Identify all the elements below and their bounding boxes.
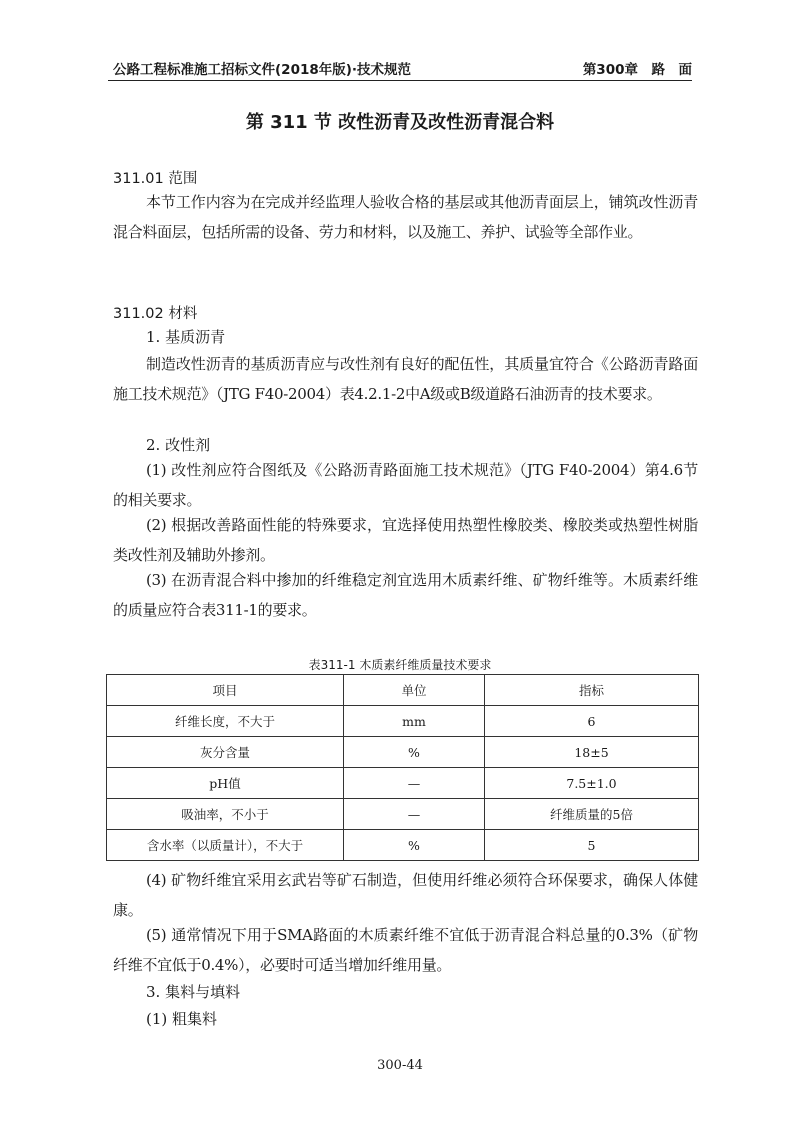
materials-heading: 311.02 材料 xyxy=(113,306,198,322)
cell-index: 6 xyxy=(485,706,699,737)
fiber-paragraph-5: (5) 通常情况下用于SMA路面的木质素纤维不宜低于沥青混合料总量的0.3%（矿物纤维不宜低于0.4%），必要时可适当增加纤维用量。 xyxy=(113,926,698,974)
coarse-aggregate-title: (1) 粗集料 xyxy=(146,1010,218,1028)
base-asphalt-paragraph: 制造改性沥青的基质沥青应与改性剂有良好的配伍性，其质量宜符合《公路沥青路面施工技术规范》（JTG F40-2004）表4.2.1-2中A级或B级道路石油沥青的技术要求。 xyxy=(113,355,698,403)
cell-index: 5 xyxy=(485,830,699,861)
table-row xyxy=(107,737,699,768)
scope-heading: 311.01 范围 xyxy=(113,171,198,187)
table-header-row xyxy=(107,675,699,706)
cell-unit: % xyxy=(344,737,485,768)
header-item: 项目 xyxy=(107,675,344,706)
chapter-title: 第300章 路 面 xyxy=(582,62,692,78)
cell-index: 7.5±1.0 xyxy=(485,768,699,799)
section-title: 第 311 节 改性沥青及改性沥青混合料 xyxy=(245,112,555,133)
table-row xyxy=(107,830,699,861)
fiber-paragraph-4: (4) 矿物纤维宜采用玄武岩等矿石制造，但使用纤维必须符合环保要求，确保人体健康。 xyxy=(113,871,698,919)
cell-item: 纤维长度，不大于 xyxy=(107,706,344,737)
cell-unit: mm xyxy=(344,706,485,737)
cell-index: 18±5 xyxy=(485,737,699,768)
header-divider xyxy=(108,80,692,81)
modifier-paragraph-1: (1) 改性剂应符合图纸及《公路沥青路面施工技术规范》（JTG F40-2004）第4.6节的相关要求。 xyxy=(113,461,698,509)
fiber-spec-table xyxy=(106,674,699,861)
table-row xyxy=(107,799,699,830)
base-asphalt-title: 1. 基质沥青 xyxy=(146,328,226,346)
table-caption: 表311-1 木质素纤维质量技术要求 xyxy=(308,658,492,672)
modifier-paragraph-3: (3) 在沥青混合料中掺加的纤维稳定剂宜选用木质素纤维、矿物纤维等。木质素纤维的质量应符合表311-1的要求。 xyxy=(113,571,698,619)
cell-item: pH值 xyxy=(107,768,344,799)
cell-item: 含水率（以质量计），不大于 xyxy=(107,830,344,861)
modifier-paragraph-2: (2) 根据改善路面性能的特殊要求，宜选择使用热塑性橡胶类、橡胶类或热塑性树脂类改性剂及辅助外掺剂。 xyxy=(113,516,698,564)
cell-unit: — xyxy=(344,768,485,799)
table-row xyxy=(107,768,699,799)
document-title: 公路工程标准施工招标文件(2018年版)·技术规范 xyxy=(113,62,412,78)
table-row xyxy=(107,706,699,737)
aggregate-title: 3. 集料与填料 xyxy=(146,983,241,1001)
modifier-title: 2. 改性剂 xyxy=(146,436,211,454)
page-number: 300-44 xyxy=(377,1058,423,1073)
cell-item: 灰分含量 xyxy=(107,737,344,768)
cell-index: 纤维质量的5倍 xyxy=(485,799,699,830)
header-unit: 单位 xyxy=(344,675,485,706)
cell-unit: — xyxy=(344,799,485,830)
cell-unit: % xyxy=(344,830,485,861)
header-index: 指标 xyxy=(485,675,699,706)
cell-item: 吸油率，不小于 xyxy=(107,799,344,830)
scope-paragraph: 本节工作内容为在完成并经监理人验收合格的基层或其他沥青面层上，铺筑改性沥青混合料面层，包括所需的设备、劳力和材料，以及施工、养护、试验等全部作业。 xyxy=(113,193,698,241)
